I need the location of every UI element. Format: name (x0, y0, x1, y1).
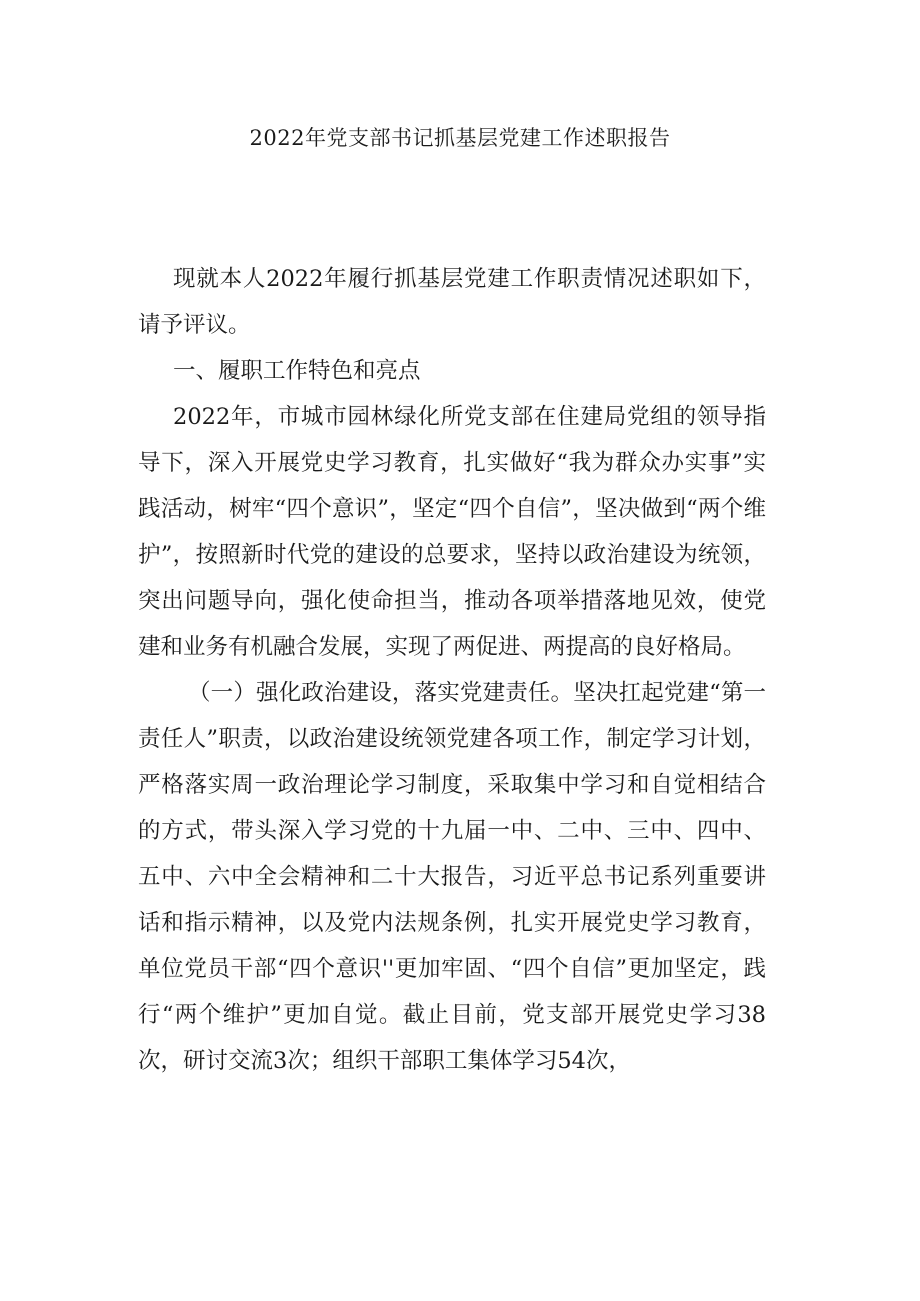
intro-paragraph: 现就本人2022年履行抓基层党建工作职责情况述职如下，请予评议。 (138, 266, 766, 338)
document-body (138, 256, 766, 1084)
document-title: 2022年党支部书记抓基层党建工作述职报告 (249, 126, 671, 150)
overview-paragraph: 2022年，市城市园林绿化所党支部在住建局党组的领导指导下，深入开展党史学习教育，扎实做好“我为群众办实事”实践活动，树牢“四个意识”，坚定“四个自信”，坚决做到“两个维护”，按照新时代党的建设的总要求，坚持以政治建设为统领，突出问题导向，强化使命担当，推动各项举措落地见效，使党建和业务有机融合发展，实现了两促进、两提高的良好格局。 (138, 404, 766, 660)
subsection-paragraph: （一）强化政治建设，落实党建责任。坚决扛起党建“第一责任人”职责，以政治建设统领党建各项工作，制定学习计划，严格落实周一政治理论学习制度，采取集中学习和自觉相结合的方式，带头深入学习党的十九届一中、二中、三中、四中、五中、六中全会精神和二十大报告，习近平总书记系列重要讲话和指示精神，以及党内法规条例，扎实开展党史学习教育，单位党员干部“四个意识''更加牢固、“四个自信”更加坚定，践行“两个维护”更加自觉。截止目前，党支部开展党史学习38次，研讨交流3次；组织干部职工集体学习54次， (138, 680, 766, 1074)
section-heading: 一、履职工作特色和亮点 (173, 358, 421, 384)
